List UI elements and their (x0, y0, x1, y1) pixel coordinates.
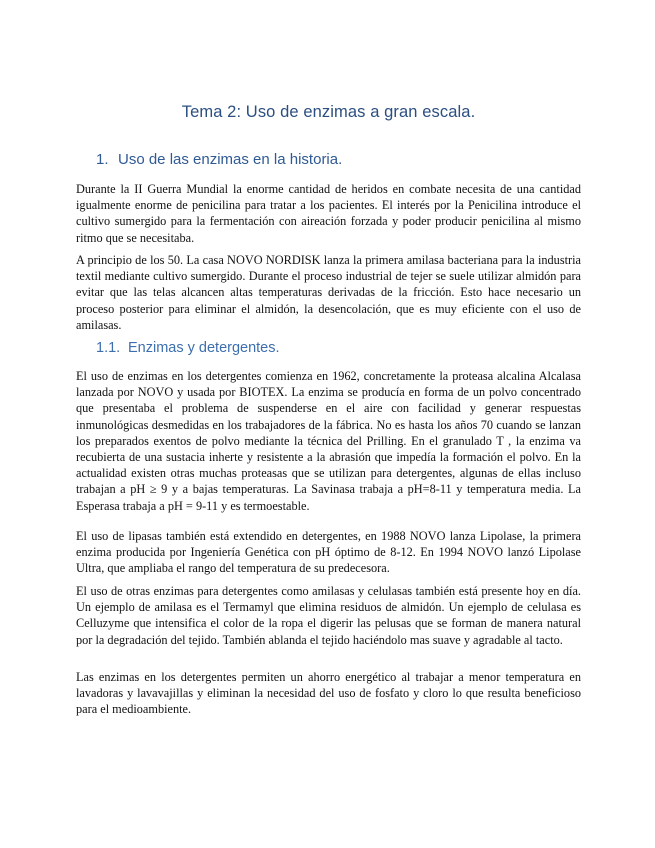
paragraph-1: Durante la II Guerra Mundial la enorme cantidad de heridos en combate necesita de una cantidad igualmente enorme de penicilina para tratar a los pacientes. El interés por la Penicilina introduce el cultivo sumergido para la fermentación con aireación forzada y poder producir penicilina al mismo ritmo que se necesitaba. (76, 182, 581, 245)
subsection-number: 1.1. (96, 340, 121, 356)
paragraph-6: Las enzimas en los detergentes permiten un ahorro energético al trabajar a menor temperatura en lavadoras y lavavajillas y eliminan la necesidad del uso de fosfato y cloro lo que resulta beneficioso para el medioambiente. (76, 670, 581, 717)
paragraph-2: A principio de los 50. La casa NOVO NORDISK lanza la primera amilasa bacteriana para la industria textil mediante cultivo sumergido. Durante el proceso industrial de tejer se suele utilizar almidón para evitar que las telas alcancen altas temperaturas derivadas de la fricción. Esto hace necesario un proceso posterior para eliminar el almidón, la desencolación, que es muy eficiente con el uso de amilasas. (76, 253, 581, 332)
subsection-heading-text: Enzimas y detergentes. (128, 340, 280, 356)
section-number: 1. (96, 151, 109, 168)
paragraph-4: El uso de lipasas también está extendido en detergentes, en 1988 NOVO lanza Lipolase, la primera enzima producida por Ingeniería Genética con pH óptimo de 8-12. En 1994 NOVO lanzó Lipolase Ultra, que ampliaba el rango del temperatura de su predecesora. (76, 529, 581, 576)
paragraph-3: El uso de enzimas en los detergentes comienza en 1962, concretamente la proteasa alcalina Alcalasa lanzada por NOVO y usada por BIOTEX. La enzima se producía en forma de un polvo concentrado que presentaba el problema de suspenderse en el aire con facilidad y generar respuestas inmunológicas desmedidas en los trabajadores de la fábrica. No es hasta los años 70 cuando se lanzan los preparados exentos de polvo mediante la técnica del Prilling. En el granulado T , la enzima va recubierta de una sustacia inherte y resistente a la abrasión que impedía la formación el polvo. En la actualidad existen otras muchas proteasas que se utilizan para detergentes, algunas de ellas incluso trabajan a pH ≥ 9 y a bajas temperaturas. La Savinasa trabaja a pH=8-11 y temperatura media. La Esperasa trabaja a pH = 9-11 y es termoestable. (76, 369, 581, 513)
document-title: Tema 2: Uso de enzimas a gran escala. (181, 103, 476, 121)
section-heading-1 (96, 151, 342, 168)
paragraph-5: El uso de otras enzimas para detergentes como amilasas y celulasas también está presente hoy en día. Un ejemplo de amilasa es el Termamyl que elimina residuos de almidón. Un ejemplo de celulasa es Celluzyme que intensifica el color de la ropa el digerir las pelusas que se forman de manera natural por la degradación del tejido. También ablanda el tejido haciéndolo mas suave y agradable al tacto. (76, 584, 581, 647)
section-heading-text: Uso de las enzimas en la historia. (118, 151, 343, 168)
subsection-heading-1-1 (96, 340, 280, 356)
